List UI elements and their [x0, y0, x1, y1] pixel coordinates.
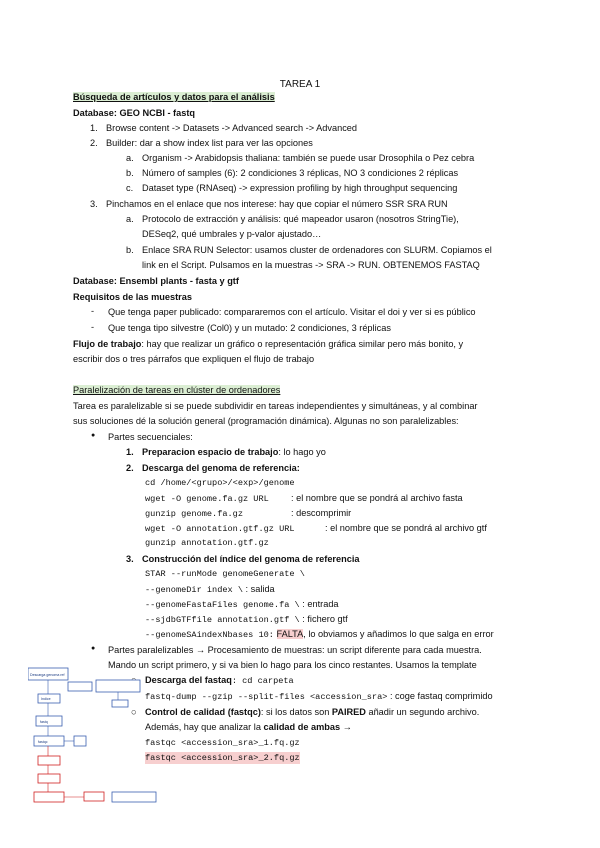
step-text: : si los datos son [260, 707, 332, 717]
paragraph-line-1: Tarea es paralelizable si se puede subdividir en tareas independientes y simultáneas, y al combinar [73, 401, 478, 411]
flow-box-fastq-label: fastq [40, 720, 48, 724]
control-calidad [145, 706, 479, 718]
flow-box-top-right [96, 680, 140, 692]
list-text: Organism -> Arabidopsis thaliana: también se puede usar Drosophila o Pez cebra [142, 153, 475, 163]
partes-secuenciales: Partes secuenciales: [108, 432, 193, 442]
paired-text: PAIRED [331, 707, 366, 717]
code-text: --genomeSAindexNbases 10: [145, 630, 274, 640]
step-label: Control de calidad (fastqc) [145, 707, 261, 717]
code-fastqc-2: fastqc <accession_sra>_2.fq.gz [145, 753, 300, 763]
code-note: : fichero gtf [299, 614, 348, 624]
dash-bullet: - [91, 306, 95, 316]
sublist-item-a [126, 152, 474, 164]
control-calidad-cont [145, 721, 352, 733]
code-fastq-dump [145, 690, 493, 703]
step-text: : lo hago yo [278, 447, 326, 457]
code-gunzip-genome [145, 507, 352, 520]
workflow-diagram-thumbnail [28, 664, 166, 806]
code-note: : salida [243, 584, 275, 594]
list-item-1 [90, 122, 357, 134]
paragraph-line-2: sus soluciones dé la solución general (programación dinámica). Algunas no son paralelizables: [73, 416, 459, 426]
flow-box-fastqc-label: fastqc [38, 740, 48, 744]
section-heading-paralelizacion [73, 384, 280, 396]
list-number: 3. [126, 554, 134, 564]
database-ensembl: Database: Ensembl plants - fasta y gtf [73, 276, 239, 286]
code-text: : cd carpeta [231, 676, 294, 686]
list-number: 1. [126, 447, 134, 457]
step-text: añadir un segundo archivo. [365, 707, 480, 717]
code-note: : coge fastaq comprimido [387, 691, 493, 701]
list-letter: a. [126, 214, 134, 224]
code-note: : entrada [299, 599, 339, 609]
list-text: Browse content -> Datasets -> Advanced search -> Advanced [106, 123, 358, 133]
secuencial-1 [126, 446, 326, 458]
list-text: Número of samples (6): 2 condiciones 3 réplicas, NO 3 condiciones 2 réplicas [142, 168, 459, 178]
code-text: --genomeDir index \ [145, 585, 243, 595]
code-genomefasta [145, 598, 339, 611]
descarga-fastaq [145, 674, 294, 687]
list-letter: b. [126, 168, 134, 178]
list-letter: c. [126, 183, 134, 193]
list-number: 2. [90, 138, 98, 148]
code-note: : descomprimir [291, 508, 352, 518]
flow-box-indice-label: Indice [41, 697, 51, 701]
code-note: , lo obviamos y añadimos lo que salga en error [303, 629, 494, 639]
sublist-item-b [126, 167, 458, 179]
sublist-item-3a-cont: DESeq2, qué umbrales y p-valor ajustado… [142, 229, 322, 239]
falta-highlight: FALTA [276, 629, 304, 639]
list-number: 2. [126, 463, 134, 473]
circle-bullet: ○ [131, 707, 137, 717]
code-note: : el nombre que se pondrá al archivo gtf [325, 523, 487, 533]
code-genomedir [145, 583, 275, 596]
flujo-label: Flujo de trabajo [73, 339, 142, 349]
code-note: : el nombre que se pondrá al archivo fasta [291, 493, 463, 503]
step-emphasis: calidad de ambas [263, 722, 341, 732]
flow-box-mid [112, 700, 128, 707]
flow-box-bottom-right [112, 792, 156, 802]
flujo-trabajo [73, 338, 463, 350]
list-item-3 [90, 198, 448, 210]
sublist-item-3b-cont: link en el Script. Pulsamos en la muestras -> SRA -> RUN. OBTENEMOS FASTAQ [142, 260, 480, 270]
sublist-item-3a [126, 213, 459, 225]
list-item-2 [90, 137, 313, 149]
requisito-2: Que tenga tipo silvestre (Col0) y un mutado: 2 condiciones, 3 réplicas [108, 323, 391, 333]
step-text: Además, hay que analizar la [145, 722, 264, 732]
code-text: gunzip genome.fa.gz [145, 509, 243, 519]
flow-box-small [68, 682, 92, 691]
flow-box-side [74, 736, 86, 746]
section-heading-busqueda [73, 91, 275, 103]
code-wget-genome [145, 492, 463, 505]
partes-paralelizables-2: Mando un script primero, y si va bien lo hago para los cinco restantes. Usamos la template [108, 660, 477, 670]
partes-paralelizables-1: Partes paralelizables → Procesamiento de muestras: un script diferente para cada muestra. [108, 645, 482, 655]
sublist-item-c [126, 182, 457, 194]
heading-text: Paralelización de tareas en clúster de ordenadores [73, 385, 281, 395]
code-text: --sjdbGTFfile annotation.gtf \ [145, 615, 300, 625]
flow-box-red-2 [38, 774, 60, 783]
flujo-text: : hay que realizar un gráfico o representación gráfica similar pero más bonito, y [141, 339, 464, 349]
list-text: Builder: dar a show index list para ver las opciones [106, 138, 313, 148]
step-label: Preparacion espacio de trabajo [142, 447, 279, 457]
code-gunzip-annotation: gunzip annotation.gtf.gz [145, 538, 269, 548]
code-text: fastq-dump --gzip --split-files <accession_sra> [145, 692, 388, 702]
code-text: wget -O genome.fa.gz URL [145, 494, 269, 504]
code-sjdbgtf [145, 613, 348, 626]
round-bullet: ● [91, 645, 96, 652]
list-number: 1. [90, 123, 98, 133]
heading-text: Búsqueda de artículos y datos para el análisis [73, 92, 275, 102]
flow-box-red-4 [84, 792, 104, 801]
flujo-trabajo-cont: escribir dos o tres párrafos que expliquen el flujo de trabajo [73, 354, 315, 364]
code-cd-genome: cd /home/<grupo>/<exp>/genome [145, 478, 295, 488]
list-text: Enlace SRA RUN Selector: usamos cluster de ordenadores con SLURM. Copiamos el [142, 245, 492, 255]
code-text: wget -O annotation.gtf.gz URL [145, 524, 295, 534]
flow-box-genoma-label: Descarga genoma ref [30, 673, 65, 677]
round-bullet: ● [91, 432, 96, 439]
code-text: --genomeFastaFiles genome.fa \ [145, 600, 300, 610]
database-geo: Database: GEO NCBI - fastq [73, 108, 196, 118]
code-saindex [145, 628, 494, 641]
code-wget-annotation [145, 522, 487, 535]
step-text: → [340, 722, 352, 732]
list-text: Pinchamos en el enlace que nos interese: hay que copiar el número SSR SRA RUN [106, 199, 448, 209]
requisito-1: Que tenga paper publicado: compararemos con el artículo. Visitar el doi y ver si es público [108, 307, 476, 317]
flow-box-red-3 [34, 792, 64, 802]
step-label: Descarga del fastaq [145, 675, 232, 685]
requisitos-heading: Requisitos de las muestras [73, 292, 192, 302]
step-label: Construcción del índice del genoma de referencia [142, 554, 360, 564]
code-fastqc-1: fastqc <accession_sra>_1.fq.gz [145, 738, 300, 748]
sublist-item-3b [126, 244, 492, 256]
step-label: Descarga del genoma de referencia: [142, 463, 300, 473]
list-text: Protocolo de extracción y análisis: qué mapeador usaron (nosotros StringTie), [142, 214, 459, 224]
code-star: STAR --runMode genomeGenerate \ [145, 569, 305, 579]
list-letter: b. [126, 245, 134, 255]
list-letter: a. [126, 153, 134, 163]
flow-box-red-1 [38, 756, 60, 765]
secuencial-3 [126, 553, 360, 565]
page-title: TAREA 1 [279, 79, 321, 90]
secuencial-2 [126, 462, 300, 474]
dash-bullet: - [91, 322, 95, 332]
list-text: Dataset type (RNAseq) -> expression profiling by high throughput sequencing [142, 183, 458, 193]
list-number: 3. [90, 199, 98, 209]
